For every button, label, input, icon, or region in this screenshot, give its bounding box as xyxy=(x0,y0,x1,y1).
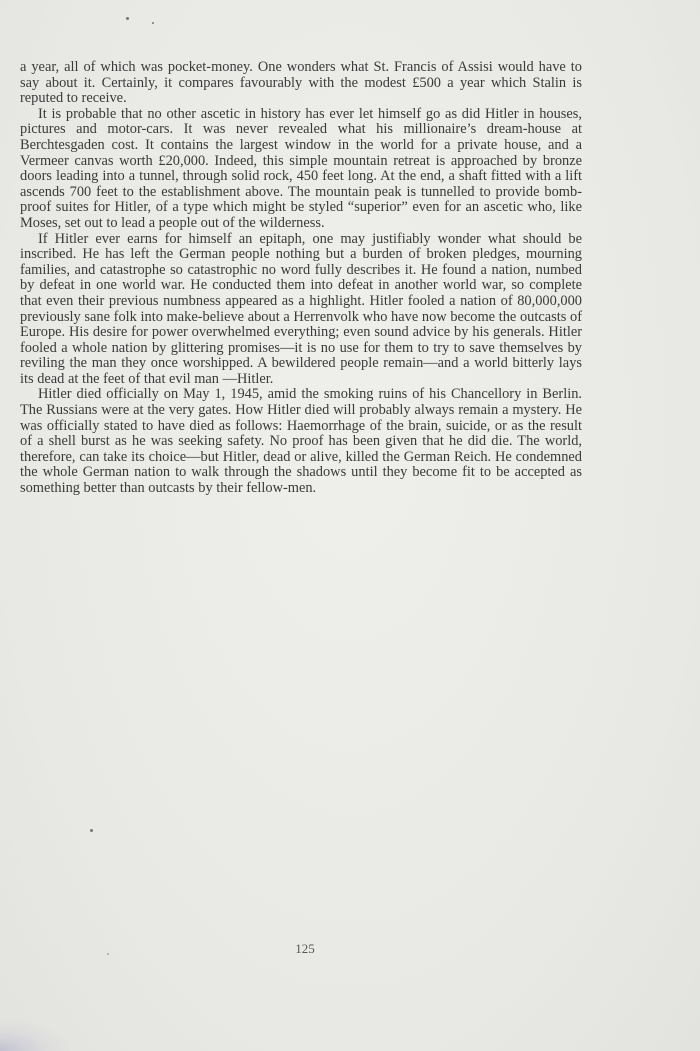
paragraph-2: It is probable that no other ascetic in history has ever let himself go as did Hitler in houses, pictures and motor-cars. It was never revealed what his millionaire’s dream-house at Berchtesgaden cost. It contains the largest window in the world for a private house, and a Vermeer canvas worth £20,000. Indeed, this simple mountain retreat is approached by bronze doors leading into a tunnel, through solid rock, 450 feet long. At the end, a shaft fitted with a lift ascends 700 feet to the establishment above. The mountain peak is tunnelled to provide bomb-proof suites for Hitler, of a type which might be styled “superior” even for an ascetic who, like Moses, set out to lead a people out of the wilderness. xyxy=(20,105,582,231)
paragraph-4: Hitler died officially on May 1, 1945, amid the smoking ruins of his Chancellory in Berlin. The Russians were at the very gates. How Hitler died will probably always remain a mystery. He was officially stated to have died as follows: Haemorrhage of the brain, suicide, or as the result of a shell burst as he was seeking safety. No proof has been given that he did die. The world, therefore, can take its choice—but Hitler, dead or alive, killed the German Reich. He condemned the whole German nation to walk through the shadows until they become fit to be accepted as something better than outcasts by their fellow-men. xyxy=(20,386,582,497)
paragraph-1: a year, all of which was pocket-money. One wonders what St. Francis of Assisi would have to say about it. Certainly, it compares favourably with the modest £500 a year which Stalin is reputed to receive. xyxy=(20,59,582,107)
paper-speck xyxy=(90,829,93,832)
body-text xyxy=(20,60,582,497)
paper-speck xyxy=(152,22,154,24)
page-number: 125 xyxy=(295,941,315,956)
paper-stain xyxy=(0,1020,70,1051)
paragraph-3: If Hitler ever earns for himself an epitaph, one may justifiably wonder what should be inscribed. He has left the German people nothing but a burden of broken pledges, mourning families, and catastrophe so catastrophic no word fully describes it. He found a nation, numbed by defeat in one world war. He conducted them into defeat in another world war, so complete that even their previous numbness appeared as a highlight. Hitler fooled a nation of 80,000,000 previously sane folk into make-believe about a Herrenvolk who have now become the outcasts of Europe. His desire for power overwhelmed everything; even sound advice by his generals. Hitler fooled a whole nation by glittering promises—it is no use for them to try to save themselves by reviling the man they once worshipped. A bewildered people remain—and a world bitterly lays its dead at the feet of that evil man —Hitler. xyxy=(20,230,582,387)
paper-speck xyxy=(107,953,109,955)
paper-speck xyxy=(126,17,129,20)
